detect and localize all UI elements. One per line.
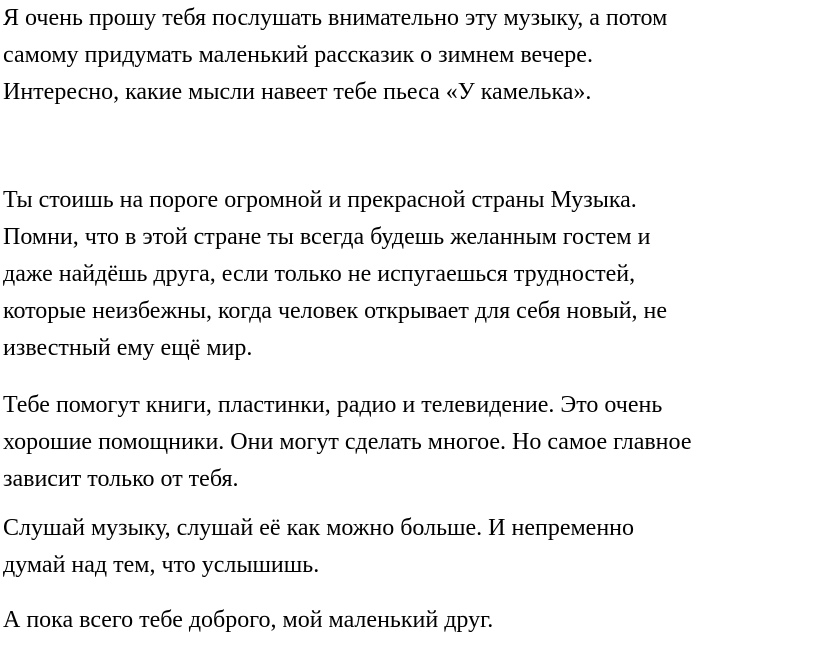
- paragraph-listen: [3, 510, 803, 584]
- text-line: Слушай музыку, слушай её как можно больше. И непременно: [3, 515, 635, 541]
- text-line: Интересно, какие мысли навеет тебе пьеса «У камелька».: [3, 79, 592, 105]
- paragraph-farewell: [3, 602, 803, 639]
- text-line: которые неизбежны, когда человек открывает для себя новый, не: [3, 298, 668, 324]
- text-line: А пока всего тебе доброго, мой маленький друг.: [3, 607, 494, 633]
- text-line: хорошие помощники. Они могут сделать многое. Но самое главное: [3, 429, 692, 455]
- text-line: думай над тем, что услышишь.: [3, 552, 320, 578]
- text-line: даже найдёшь друга, если только не испугаешься трудностей,: [3, 261, 636, 287]
- paragraph-request: [3, 0, 803, 111]
- text-line: Тебе помогут книги, пластинки, радио и телевидение. Это очень: [3, 392, 663, 418]
- text-line: известный ему ещё мир.: [3, 335, 253, 361]
- paragraph-music-country: [3, 182, 803, 367]
- text-line: Я очень прошу тебя послушать внимательно эту музыку, а потом: [3, 5, 668, 31]
- text-line: зависит только от тебя.: [3, 466, 239, 492]
- paragraph-helpers: [3, 387, 803, 498]
- text-line: самому придумать маленький рассказик о зимнем вечере.: [3, 42, 593, 68]
- text-line: Помни, что в этой стране ты всегда будешь желанным гостем и: [3, 224, 651, 250]
- text-line: Ты стоишь на пороге огромной и прекрасной страны Музыка.: [3, 187, 637, 213]
